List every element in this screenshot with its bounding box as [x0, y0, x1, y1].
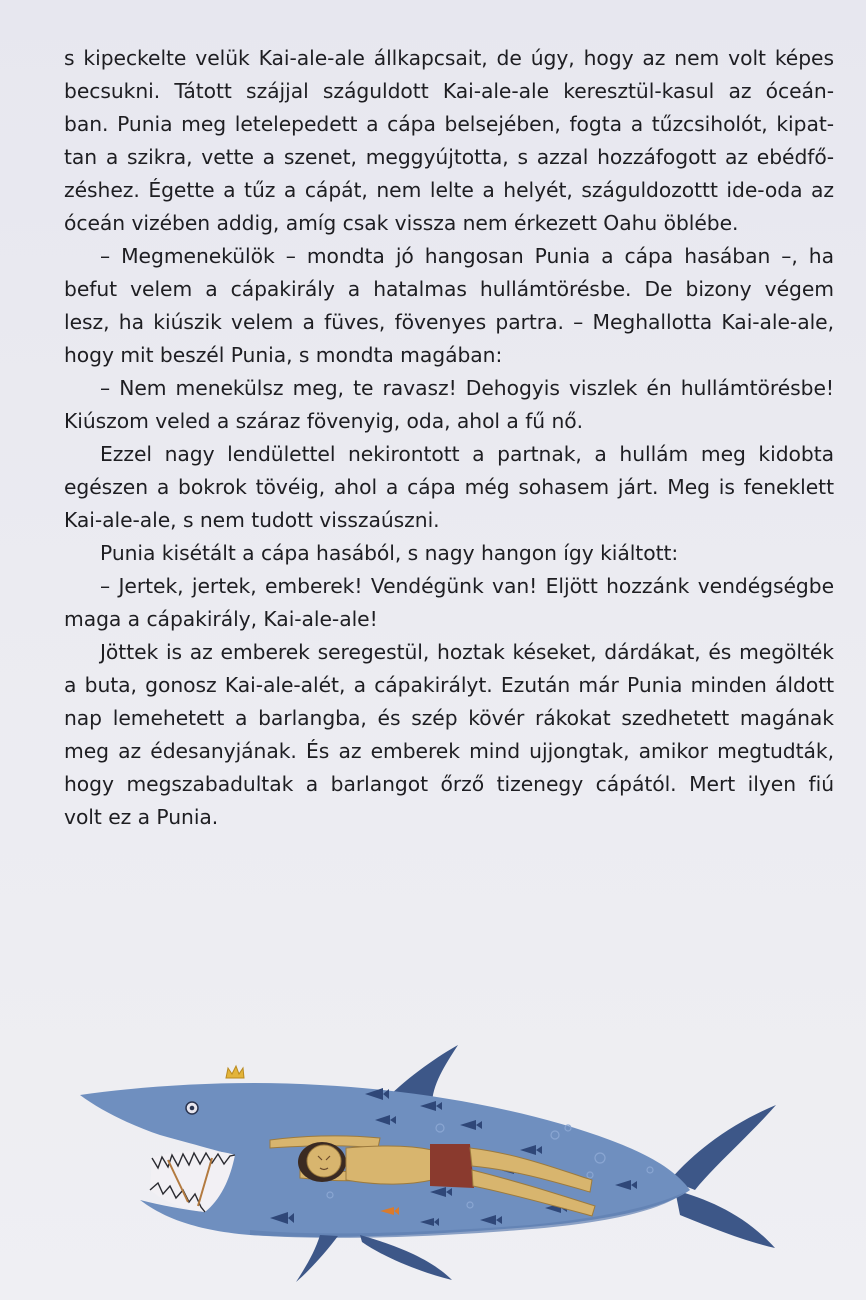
text-line: hogy mit beszél Punia, s mondta magában: [64, 343, 503, 367]
text-line: a buta, gonosz Kai-ale-alét, a cápakirályt. Ezután már Punia minden áldott [64, 673, 834, 697]
text-line: Kiúszom veled a száraz fövenyig, oda, ahol a fű nő. [64, 409, 584, 433]
paragraph-4 [64, 438, 834, 537]
text-line: – Megmenekülök – mondta jó hangosan Punia a cápa hasában –, ha [100, 244, 834, 268]
text-line: befut velem a cápakirály a hatalmas hullámtörésbe. De bizony végem [64, 277, 834, 301]
shark-with-boy-inside-illustration [0, 1030, 866, 1300]
story-text [64, 42, 834, 834]
text-line: meg az édesanyjának. És az emberek mind ujjongtak, amikor megtudták, [64, 739, 834, 763]
paragraph-3 [64, 372, 834, 438]
text-line: becsukni. Tátott szájjal száguldott Kai-ale-ale keresztül-kasul az óceán- [64, 79, 834, 103]
pectoral-fin [360, 1235, 452, 1280]
text-line: Punia kisétált a cápa hasából, s nagy hangon így kiáltott: [100, 541, 679, 565]
text-line: egészen a bokrok tövéig, ahol a cápa még sohasem járt. Meg is feneklett [64, 475, 834, 499]
pelvic-fin [296, 1235, 338, 1282]
text-line: zéshez. Égette a tűz a cápát, nem lelte a helyét, száguldozottt ide-oda az [64, 178, 834, 202]
text-line: – Jertek, jertek, emberek! Vendégünk van! Eljött hozzánk vendégségbe [100, 574, 834, 598]
tail-fin-upper [670, 1105, 776, 1190]
paragraph-1 [64, 42, 834, 240]
text-line: Jöttek is az emberek seregestül, hoztak késeket, dárdákat, és megölték [100, 640, 834, 664]
text-line: tan a szikra, vette a szenet, meggyújtotta, s azzal hozzáfogott az ebédfő- [64, 145, 834, 169]
text-line: nap lemehetett a barlangba, és szép kövér rákokat szedhetett magának [64, 706, 834, 730]
text-line: óceán vizében addig, amíg csak vissza nem érkezett Oahu öblébe. [64, 211, 739, 235]
text-line: Ezzel nagy lendülettel nekirontott a partnak, a hullám meg kidobta [100, 442, 834, 466]
paragraph-5 [64, 537, 834, 570]
crown-icon [226, 1066, 244, 1078]
tail-fin-lower [675, 1190, 775, 1248]
paragraph-7 [64, 636, 834, 834]
text-line: maga a cápakirály, Kai-ale-ale! [64, 607, 378, 631]
text-line: – Nem menekülsz meg, te ravasz! Dehogyis viszlek én hullámtörésbe! [100, 376, 834, 400]
text-line: s kipeckelte velük Kai-ale-ale állkapcsait, de úgy, hogy az nem volt képes [64, 46, 834, 70]
shark-eye [186, 1102, 198, 1114]
text-line: volt ez a Punia. [64, 805, 219, 829]
text-line: ban. Punia meg letelepedett a cápa belsejében, fogta a tűzcsiholót, kipat- [64, 112, 834, 136]
text-line: Kai-ale-ale, s nem tudott visszaúszni. [64, 508, 440, 532]
paragraph-6 [64, 570, 834, 636]
text-line: hogy megszabadultak a barlangot őrző tizenegy cápától. Mert ilyen fiú [64, 772, 834, 796]
paragraph-2 [64, 240, 834, 372]
text-line: lesz, ha kiúszik velem a füves, fövenyes partra. – Meghallotta Kai-ale-ale, [64, 310, 834, 334]
